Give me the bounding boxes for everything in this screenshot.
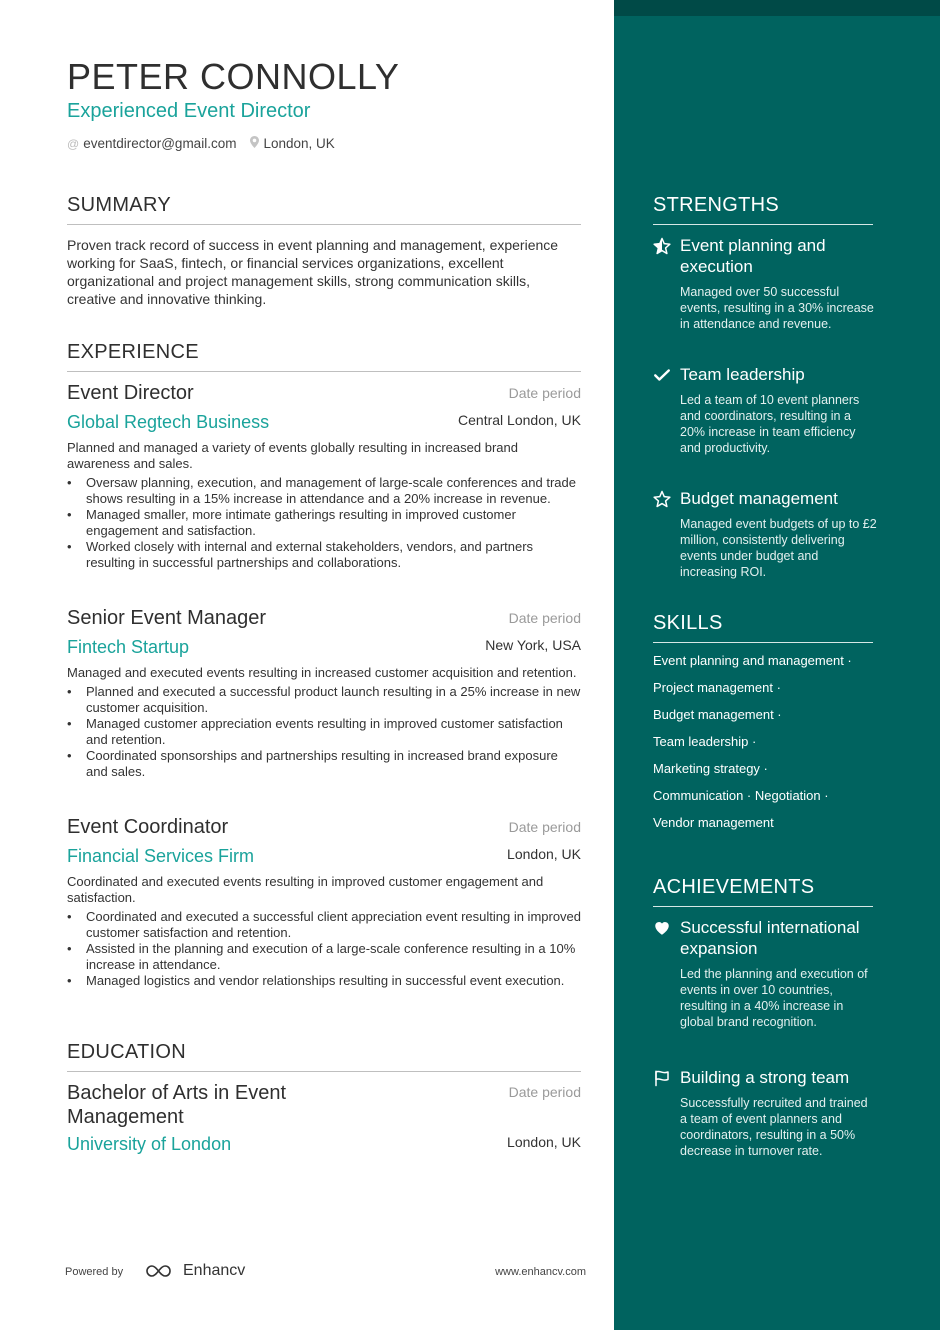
job-title: Event Coordinator [67, 816, 229, 838]
achievement-title: Building a strong team [680, 1068, 850, 1087]
skill-row: Team leadership · [653, 734, 757, 749]
job-location: London, UK [507, 846, 581, 862]
job-date: Date period [508, 385, 581, 401]
location-text: London, UK [263, 136, 335, 151]
job-description: Planned and managed a variety of events globally resulting in increased brand awareness and sales. [67, 440, 518, 471]
bullet-item: • Oversaw planning, execution, and management of large-scale conferences and trade shows resulting in a 15% increase in attendance and a 20% increase in revenue. [67, 475, 581, 507]
job-bullets [67, 909, 581, 989]
skill-row: Marketing strategy · [653, 761, 768, 776]
experience-item [67, 607, 581, 780]
strength-title: Event planning and execution [680, 236, 826, 276]
job-title: Event Director [67, 382, 194, 404]
bullet-item: • Managed logistics and vendor relationships resulting in successful event execution. [67, 973, 581, 989]
job-title: Senior Event Manager [67, 607, 267, 629]
at-icon: @ [67, 136, 80, 151]
achievement-description: Led the planning and execution of events in over 10 countries, resulting in a 40% increase in global brand recognition. [680, 967, 868, 1029]
strength-title: Budget management [680, 489, 838, 508]
brand-text: Enhancv [183, 1262, 246, 1279]
star-outline-icon [653, 490, 671, 508]
bullet-item: • Planned and executed a successful product launch resulting in a 25% increase in new customer acquisition. [67, 684, 581, 716]
powered-by-text: Powered by [65, 1266, 124, 1278]
candidate-name: PETER CONNOLLY [67, 56, 400, 97]
bullet-item: • Worked closely with internal and external stakeholders, vendors, and partners resulting in successful partnerships and collaborations. [67, 539, 581, 571]
achievement-description: Successfully recruited and trained a team of event planners and coordinators, resulting in a 50% decrease in turnover rate. [680, 1096, 868, 1158]
bullet-item: • Coordinated sponsorships and partnerships resulting in increased brand exposure and sales. [67, 748, 581, 780]
job-location: Central London, UK [458, 412, 581, 428]
candidate-title: Experienced Event Director [67, 100, 311, 122]
degree-title: Bachelor of Arts in Event Management [67, 1082, 287, 1128]
job-bullets [67, 684, 581, 780]
strength-description: Led a team of 10 event planners and coordinators, resulting in a 20% increase in team efficiency and productivity. [680, 393, 860, 455]
education-item [67, 1081, 581, 1158]
heart-icon [653, 919, 671, 937]
footer [65, 1262, 586, 1284]
job-bullets [67, 475, 581, 571]
bullet-item: • Coordinated and executed a successful client appreciation event resulting in improved customer satisfaction and retention. [67, 909, 581, 941]
bullet-item: • Managed customer appreciation events resulting in improved customer satisfaction and retention. [67, 716, 581, 748]
achievement-title: Successful international expansion [680, 918, 860, 958]
experience-item [67, 816, 581, 989]
achievement-item [653, 917, 877, 1030]
achievement-item [653, 1067, 877, 1159]
school-location: London, UK [507, 1134, 581, 1150]
bullet-item: • Managed smaller, more intimate gatherings resulting in improved customer engagement and satisfaction. [67, 507, 581, 539]
contact-info [67, 136, 335, 151]
job-date: Date period [508, 819, 581, 835]
job-description: Managed and executed events resulting in increased customer acquisition and retention. [67, 665, 577, 680]
summary-text: Proven track record of success in event planning and management, experience working for SaaS, fintech, or financial services organizations, excellent organizational and project management skills, strong communication skills, creative and innovative thinking. [67, 237, 559, 307]
sidebar [614, 0, 940, 1330]
strength-description: Managed event budgets of up to £2 million, consistently delivering events under budget and increasing ROI. [680, 517, 877, 579]
achievements-heading: ACHIEVEMENTS [653, 876, 873, 907]
checkmark-icon [653, 366, 671, 384]
skills-heading: SKILLS [653, 612, 873, 643]
strength-item [653, 235, 877, 332]
email-contact[interactable] [67, 136, 236, 151]
strength-item [653, 488, 877, 580]
skill-row: Communication · Negotiation · [653, 788, 829, 803]
school-name: University of London [67, 1134, 232, 1154]
enhancv-logo[interactable] [145, 1262, 245, 1280]
skills-list [653, 652, 893, 841]
education-heading: EDUCATION [67, 1041, 581, 1072]
job-description: Coordinated and executed events resulting in improved customer engagement and satisfaction. [67, 874, 544, 905]
skill-row: Event planning and management · [653, 653, 852, 668]
star-half-icon [653, 237, 671, 255]
footer-url[interactable]: www.enhancv.com [495, 1266, 586, 1278]
strength-item [653, 364, 877, 456]
company-name: Fintech Startup [67, 637, 190, 657]
job-location: New York, USA [485, 637, 581, 653]
company-name: Global Regtech Business [67, 412, 270, 432]
sidebar-top-bar [614, 0, 940, 16]
location-pin-icon [250, 136, 259, 151]
skill-row: Vendor management [653, 815, 774, 830]
company-name: Financial Services Firm [67, 846, 255, 866]
skill-row: Project management · [653, 680, 781, 695]
skill-row: Budget management · [653, 707, 782, 722]
strength-description: Managed over 50 successful events, resulting in a 30% increase in attendance and revenue. [680, 285, 874, 331]
flag-icon [653, 1069, 671, 1087]
summary-heading: SUMMARY [67, 194, 581, 225]
email-text: eventdirector@gmail.com [83, 136, 237, 151]
location-contact [250, 136, 334, 151]
bullet-item: • Assisted in the planning and execution of a large-scale conference resulting in a 10% increase in attendance. [67, 941, 581, 973]
experience-item [67, 382, 581, 571]
strength-title: Team leadership [680, 365, 805, 384]
job-date: Date period [508, 610, 581, 626]
experience-heading: EXPERIENCE [67, 341, 581, 372]
strengths-heading: STRENGTHS [653, 194, 873, 225]
education-date: Date period [508, 1084, 581, 1100]
infinity-logo-icon [145, 1263, 177, 1279]
